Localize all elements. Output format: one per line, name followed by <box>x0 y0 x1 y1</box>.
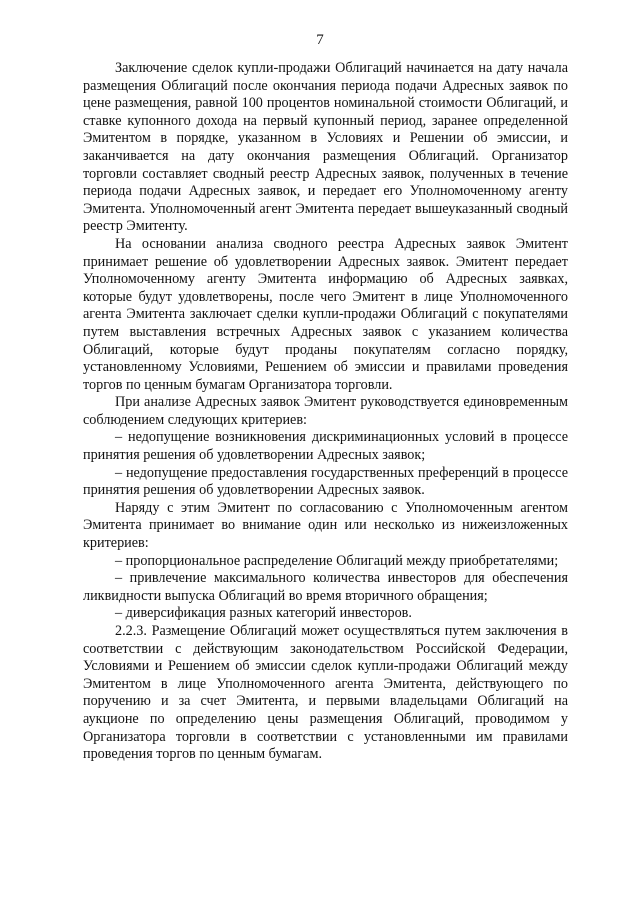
paragraph-bond-sale-start: Заключение сделок купли-продажи Облигаций начинается на дату начала размещения Облигаций после окончания периода подачи Адресных заявок по цене размещения, равной 100 процентов номинальной стоимости Облигаций, и ставке купонного дохода на первый купонный период, заранее определенной Эмитентом в порядке, указанном в Условиях и Решении об эмиссии, и заканчивается на дату окончания размещения Облигаций. Организатор торговли составляет сводный реестр Адресных заявок, полученных в течение периода подачи Адресных заявок, и передает его Уполномоченному агенту Эмитента. Уполномоченный агент Эмитента передает вышеуказанный сводный реестр Эмитенту. <box>83 60 568 235</box>
list-item-proportional-distribution: – пропорциональное распределение Облигаций между приобретателями; <box>115 552 559 569</box>
page-number: 7 <box>316 32 324 48</box>
list-item-max-investors: – привлечение максимального количества инвесторов для обеспечения ликвидности выпуска Облигаций во время вторичного обращения; <box>83 570 568 604</box>
list-item-diversification: – диверсификация разных категорий инвесторов. <box>115 605 412 622</box>
paragraph-analysis-criteria: При анализе Адресных заявок Эмитент руководствуется единовременным соблюдением следующих критериев: <box>83 394 568 428</box>
paragraph-additional-criteria: Наряду с этим Эмитент по согласованию с Уполномоченным агентом Эмитента принимает во внимание один или несколько из нижеизложенных критериев: <box>83 499 568 552</box>
paragraph-section-2-2-3: 2.2.3. Размещение Облигаций может осуществляться путем заключения в соответствии с действующим законодательством Российской Федерации, Условиями и Решением об эмиссии сделок купли-продажи Облигаций между Эмитентом в лице Уполномоченного агента Эмитента, действующего по поручению и за счет Эмитента, и первыми владельцами Облигаций на аукционе по определению цены размещения Облигаций, проводимом у Организатора торговли в соответствии с установленными им правилами проведения торгов по ценным бумагам. <box>83 623 568 763</box>
document-body <box>83 60 568 764</box>
list-item-no-discrimination: – недопущение возникновения дискриминационных условий в процессе принятия решения об удовлетворении Адресных заявок; <box>83 429 568 464</box>
paragraph-register-analysis: На основании анализа сводного реестра Адресных заявок Эмитент принимает решение об удовлетворении Адресных заявок. Эмитент передает Уполномоченному агенту Эмитента информацию об Адресных заявках, которые будут удовлетворены, после чего Эмитент в лице Уполномоченного агента Эмитента заключает сделки купли-продажи Облигаций с покупателями путем выставления встречных Адресных заявок с указанием количества Облигаций, которые будут проданы покупателям согласно порядку, установленному Условиями, Решением об эмиссии и правилами проведения торгов по ценным бумагам Организатора торговли. <box>83 235 568 393</box>
list-item-no-preferences: – недопущение предоставления государственных преференций в процессе принятия решения об удовлетворении Адресных заявок. <box>83 464 568 499</box>
